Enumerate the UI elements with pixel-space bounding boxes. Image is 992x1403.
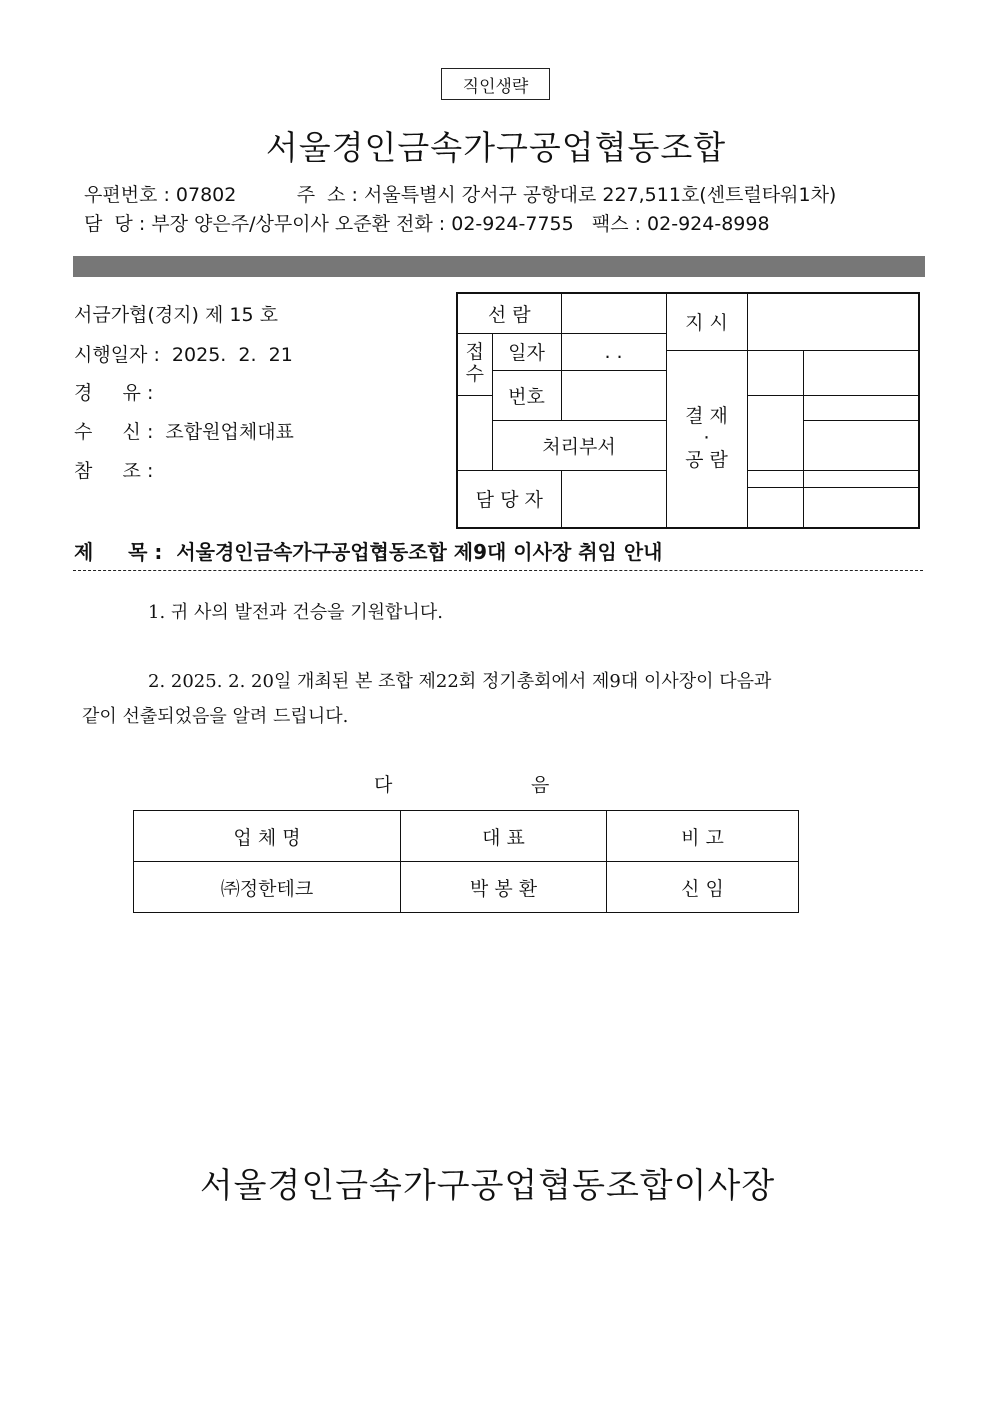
paragraph-2-line-2: 같이 선출되었음을 알려 드립니다. <box>82 706 349 727</box>
organization-title: 서울경인금속가구공업협동조합 <box>265 128 727 167</box>
header-company: 업 체 명 <box>134 811 401 862</box>
seal-omitted-box: 직인생략 <box>441 68 550 100</box>
damdang-cell <box>561 470 666 528</box>
beonho-cell <box>561 370 666 420</box>
notice-heading-eum: 음 <box>531 774 550 796</box>
gyeoljae-cell-a4 <box>747 487 803 528</box>
beonho-label: 번호 <box>492 370 561 420</box>
subject-divider <box>73 570 923 571</box>
cell-representative: 박 봉 환 <box>401 862 607 913</box>
header-remarks: 비 고 <box>607 811 799 862</box>
header-representative: 대 표 <box>401 811 607 862</box>
gyeoljae-cell-a3 <box>747 470 803 487</box>
paragraph-2-line-1: 2. 2025. 2. 20일 개최된 본 조합 제22회 정기총회에서 제9대 이사장이 다음과 <box>148 671 772 692</box>
paragraph-1: 1. 귀 사의 발전과 건승을 기원합니다. <box>148 602 443 623</box>
contact-line-address: 우편번호 : 07802 주 소 : 서울특별시 강서구 공항대로 227,511호(센트럴타워1차) <box>84 184 837 206</box>
ilja-label: 일자 <box>492 333 561 370</box>
jisi-cell <box>747 293 919 350</box>
notice-heading-da: 다 <box>374 774 393 796</box>
approval-box <box>456 292 920 529</box>
gyeoljae-cell-b4 <box>803 487 919 528</box>
issue-date: 시행일자 : 2025. 2. 21 <box>74 344 293 366</box>
gyeoljae-cell-b1 <box>803 350 919 395</box>
jeopsu-label: 접 수 <box>457 333 492 395</box>
document-number: 서금가협(경지) 제 15 호 <box>74 304 278 326</box>
gyeoljae-cell-a1 <box>747 350 803 395</box>
via-field: 경 유 : <box>74 382 154 404</box>
contact-line-phone: 담 당 : 부장 양은주/상무이사 오준환 전화 : 02-924-7755 팩스 : 02-924-8998 <box>84 213 770 235</box>
damdang-label: 담 당 자 <box>457 470 561 528</box>
recipient-field: 수 신 : 조합원업체대표 <box>74 421 294 443</box>
seollam-cell <box>561 293 666 333</box>
cell-company: ㈜정한테크 <box>134 862 401 913</box>
header-divider-bar <box>73 256 925 277</box>
table-row <box>134 862 799 913</box>
result-table <box>133 810 799 913</box>
cheori-cell <box>803 420 919 470</box>
sender-signature-title: 서울경인금속가구공업협동조합이사장 <box>199 1166 776 1206</box>
gyeoljae-label: 결 재 · 공 람 <box>666 350 747 528</box>
gyeoljae-cell-a2 <box>457 395 492 470</box>
subject-line: 제 목 : 서울경인금속가구공업협동조합 제9대 이사장 취임 안내 <box>74 540 663 564</box>
cell-remarks: 신 임 <box>607 862 799 913</box>
seollam-label: 선 람 <box>457 293 561 333</box>
ilja-value: . . <box>561 333 666 370</box>
jisi-label: 지 시 <box>666 293 747 350</box>
table-header-row <box>134 811 799 862</box>
reference-field: 참 조 : <box>74 460 154 482</box>
gyeoljae-cell-b2 <box>747 395 803 470</box>
gyeoljae-cell-b3 <box>803 470 919 487</box>
cheori-label: 처리부서 <box>492 420 666 470</box>
